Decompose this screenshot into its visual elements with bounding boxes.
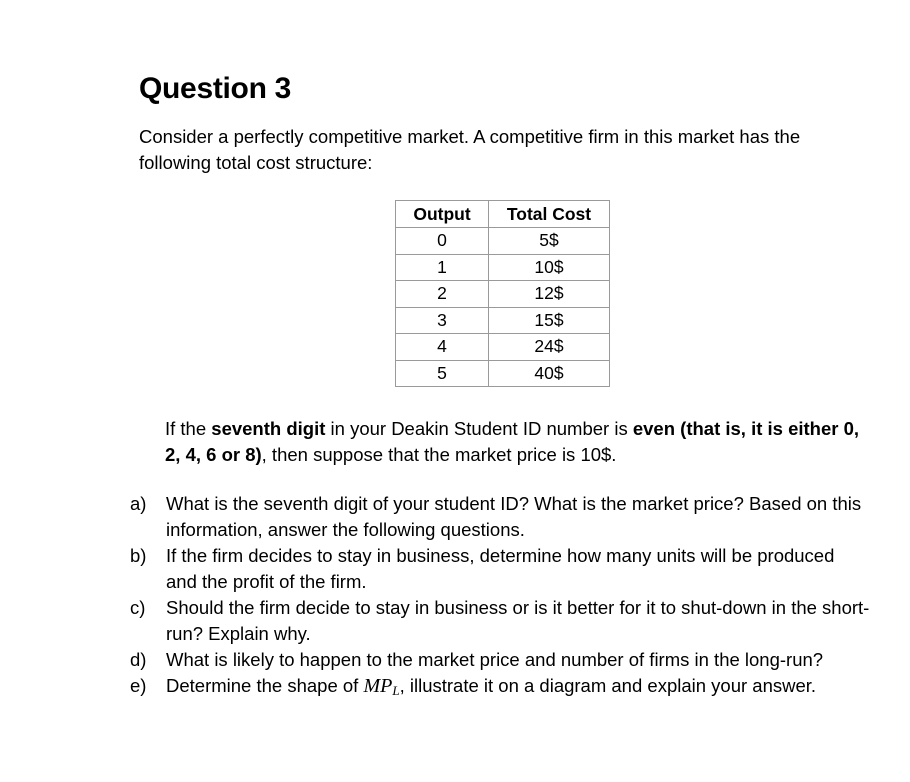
- total-cost-cell: 24$: [489, 334, 610, 361]
- total-cost-cell: 15$: [489, 307, 610, 334]
- total-cost-table: [395, 200, 610, 387]
- table-row: [396, 281, 610, 308]
- question-list: [130, 491, 870, 704]
- output-cell: 1: [396, 254, 489, 281]
- output-cell: 0: [396, 228, 489, 255]
- question-title: Question 3: [139, 72, 292, 105]
- question-item: [130, 647, 870, 673]
- price-condition-paragraph: [165, 416, 865, 468]
- question-text-before: Determine the shape of: [166, 675, 364, 696]
- question-marker: e): [130, 675, 147, 696]
- question-item: [130, 673, 870, 704]
- question-text: If the firm decides to stay in business, determine how many units will be produced and the profit of the firm.: [166, 545, 835, 592]
- output-cell: 4: [396, 334, 489, 361]
- header-output: Output: [396, 201, 489, 228]
- question-marker: c): [130, 597, 146, 618]
- output-cell: 2: [396, 281, 489, 308]
- table-row: [396, 228, 610, 255]
- table-row: [396, 254, 610, 281]
- question-text-after: , illustrate it on a diagram and explain your answer.: [399, 675, 817, 696]
- table-row: [396, 307, 610, 334]
- question-item: [130, 543, 870, 595]
- header-total-cost: Total Cost: [489, 201, 610, 228]
- question-marker: b): [130, 545, 147, 566]
- question-item: [130, 595, 870, 647]
- total-cost-cell: 40$: [489, 360, 610, 387]
- question-item: [130, 491, 870, 543]
- question-marker: a): [130, 493, 147, 514]
- output-cell: 3: [396, 307, 489, 334]
- output-cell: 5: [396, 360, 489, 387]
- condition-emphasis: seventh digit: [211, 418, 326, 439]
- math-subscript: L: [392, 683, 400, 698]
- table-row: [396, 360, 610, 387]
- condition-emphasis: even (that is, it is either 0, 2, 4, 6 or 8): [165, 418, 860, 465]
- condition-text: , then suppose that the market price is 10$.: [261, 444, 617, 465]
- table-row: [396, 334, 610, 361]
- intro-paragraph: Consider a perfectly competitive market. A competitive firm in this market has the following total cost structure:: [139, 126, 801, 173]
- question-text: What is likely to happen to the market price and number of firms in the long-run?: [166, 649, 824, 670]
- condition-text: If the: [165, 418, 212, 439]
- math-symbol: MP: [363, 675, 393, 697]
- total-cost-cell: 5$: [489, 228, 610, 255]
- question-text: What is the seventh digit of your student ID? What is the market price? Based on this information, answer the following questions.: [166, 493, 862, 540]
- total-cost-cell: 12$: [489, 281, 610, 308]
- marginal-product-symbol: [363, 675, 399, 697]
- question-text: [166, 675, 816, 696]
- total-cost-cell: 10$: [489, 254, 610, 281]
- table-header-row: [396, 201, 610, 228]
- condition-text: in your Deakin Student ID number is: [325, 418, 633, 439]
- question-marker: d): [130, 649, 147, 670]
- question-text: Should the firm decide to stay in business or is it better for it to shut-down in the short-run? Explain why.: [166, 597, 870, 644]
